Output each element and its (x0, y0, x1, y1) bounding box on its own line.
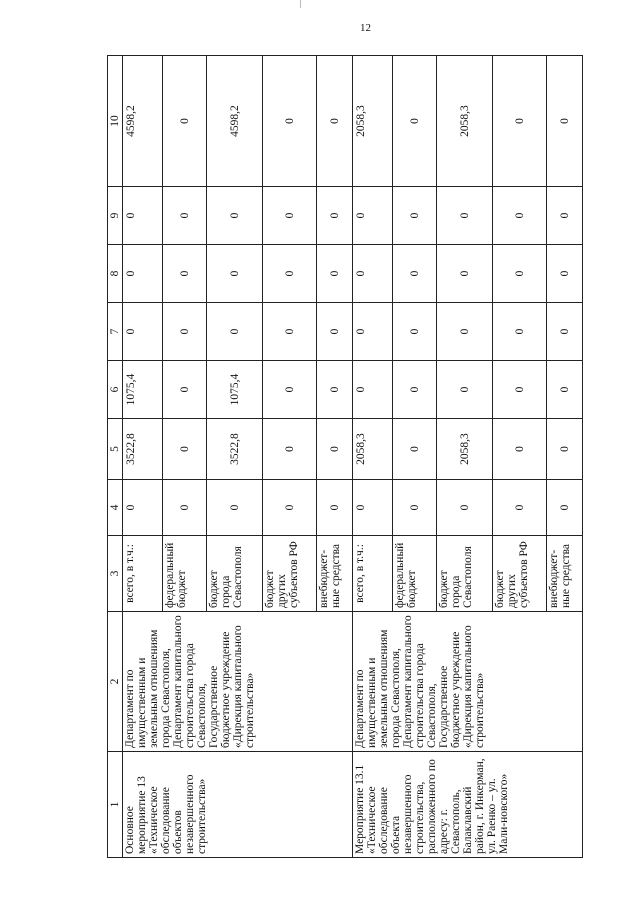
value-col-10: 2058,3 (437, 56, 493, 187)
funding-source: бюджет города Севастополя (207, 536, 263, 612)
header-col-2: 2 (108, 612, 123, 752)
value-col-4: 0 (163, 480, 207, 536)
funding-source: внебюджет-ные средства (317, 536, 353, 612)
header-col-5: 5 (108, 419, 123, 480)
value-col-6: 0 (263, 361, 317, 419)
scan-mark (300, 0, 301, 8)
funding-source: всего, в т.ч.: (353, 536, 393, 612)
value-col-9: 0 (123, 187, 163, 245)
event-name: Мероприятие 13.1 «Техническое обследование объекта незавершенного строительства, расположенного по адресу: г. Севастополь, Балаклавский район, г. Инкерман, ул. Раенко – ул. Мали-новского» (353, 752, 583, 858)
value-col-10: 0 (393, 56, 437, 187)
value-col-8: 0 (493, 245, 547, 303)
value-col-5: 3522,8 (207, 419, 263, 480)
value-col-6: 1075,4 (123, 361, 163, 419)
value-col-7: 0 (123, 303, 163, 361)
value-col-6: 0 (547, 361, 583, 419)
value-col-10: 0 (547, 56, 583, 187)
value-col-7: 0 (207, 303, 263, 361)
value-col-9: 0 (493, 187, 547, 245)
value-col-6: 0 (437, 361, 493, 419)
value-col-5: 2058,3 (437, 419, 493, 480)
value-col-10: 0 (263, 56, 317, 187)
value-col-9: 0 (353, 187, 393, 245)
value-col-5: 0 (263, 419, 317, 480)
value-col-8: 0 (353, 245, 393, 303)
table-row (353, 56, 393, 858)
value-col-8: 0 (547, 245, 583, 303)
value-col-9: 0 (263, 187, 317, 245)
value-col-8: 0 (393, 245, 437, 303)
funding-source: всего, в т.ч.: (123, 536, 163, 612)
value-col-4: 0 (123, 480, 163, 536)
value-col-7: 0 (547, 303, 583, 361)
value-col-6: 0 (493, 361, 547, 419)
value-col-5: 0 (393, 419, 437, 480)
header-col-6: 6 (108, 361, 123, 419)
table-row (123, 56, 163, 858)
value-col-8: 0 (317, 245, 353, 303)
funding-source: бюджет города Севастополя (437, 536, 493, 612)
funding-source: бюджет других субъектов РФ (493, 536, 547, 612)
value-col-4: 0 (393, 480, 437, 536)
value-col-4: 0 (317, 480, 353, 536)
value-col-4: 0 (547, 480, 583, 536)
header-col-10: 10 (108, 56, 123, 187)
value-col-7: 0 (437, 303, 493, 361)
value-col-10: 0 (317, 56, 353, 187)
value-col-8: 0 (123, 245, 163, 303)
value-col-4: 0 (353, 480, 393, 536)
funding-source: федеральный бюджет (163, 536, 207, 612)
rotated-table-container (107, 56, 572, 858)
funding-source: внебюджет-ные средства (547, 536, 583, 612)
value-col-4: 0 (263, 480, 317, 536)
value-col-4: 0 (493, 480, 547, 536)
value-col-6: 0 (353, 361, 393, 419)
value-col-4: 0 (437, 480, 493, 536)
value-col-9: 0 (163, 187, 207, 245)
value-col-5: 2058,3 (353, 419, 393, 480)
header-col-4: 4 (108, 480, 123, 536)
funding-source: бюджет других субъектов РФ (263, 536, 317, 612)
funding-source: федеральный бюджет (393, 536, 437, 612)
value-col-7: 0 (393, 303, 437, 361)
value-col-6: 0 (163, 361, 207, 419)
value-col-7: 0 (263, 303, 317, 361)
value-col-9: 0 (547, 187, 583, 245)
value-col-8: 0 (437, 245, 493, 303)
value-col-10: 4598,2 (123, 56, 163, 187)
value-col-6: 0 (317, 361, 353, 419)
value-col-5: 0 (493, 419, 547, 480)
value-col-6: 1075,4 (207, 361, 263, 419)
value-col-5: 0 (547, 419, 583, 480)
page-number: 12 (360, 22, 371, 34)
value-col-7: 0 (163, 303, 207, 361)
responsible-executors: Департамент по имущественным и земельным отношениям города Севастополя, Департамент капитального строительства города Севастополя, Государственное бюджетное учреждение «Дирекция капитального строительства» (123, 612, 353, 752)
value-col-9: 0 (393, 187, 437, 245)
value-col-5: 3522,8 (123, 419, 163, 480)
header-col-8: 8 (108, 245, 123, 303)
value-col-9: 0 (437, 187, 493, 245)
header-col-7: 7 (108, 303, 123, 361)
value-col-9: 0 (207, 187, 263, 245)
rotated-table-wrapper (107, 56, 572, 858)
value-col-8: 0 (263, 245, 317, 303)
value-col-7: 0 (317, 303, 353, 361)
value-col-7: 0 (353, 303, 393, 361)
header-row (108, 56, 123, 858)
header-col-3: 3 (108, 536, 123, 612)
funding-table (107, 55, 583, 858)
value-col-9: 0 (317, 187, 353, 245)
value-col-7: 0 (493, 303, 547, 361)
value-col-6: 0 (393, 361, 437, 419)
header-col-1: 1 (108, 752, 123, 858)
value-col-8: 0 (207, 245, 263, 303)
value-col-4: 0 (207, 480, 263, 536)
value-col-5: 0 (163, 419, 207, 480)
value-col-10: 2058,3 (353, 56, 393, 187)
value-col-10: 0 (493, 56, 547, 187)
value-col-8: 0 (163, 245, 207, 303)
event-name: Основное мероприятие 13 «Техническое обследование объектов незавершенного строительства» (123, 752, 353, 858)
value-col-5: 0 (317, 419, 353, 480)
header-col-9: 9 (108, 187, 123, 245)
responsible-executors: Департамент по имущественным и земельным отношениям города Севастополя, Департамент капитального строительства города Севастополя, Государственное бюджетное учреждение «Дирекция капитального строительства» (353, 612, 583, 752)
value-col-10: 0 (163, 56, 207, 187)
value-col-10: 4598,2 (207, 56, 263, 187)
